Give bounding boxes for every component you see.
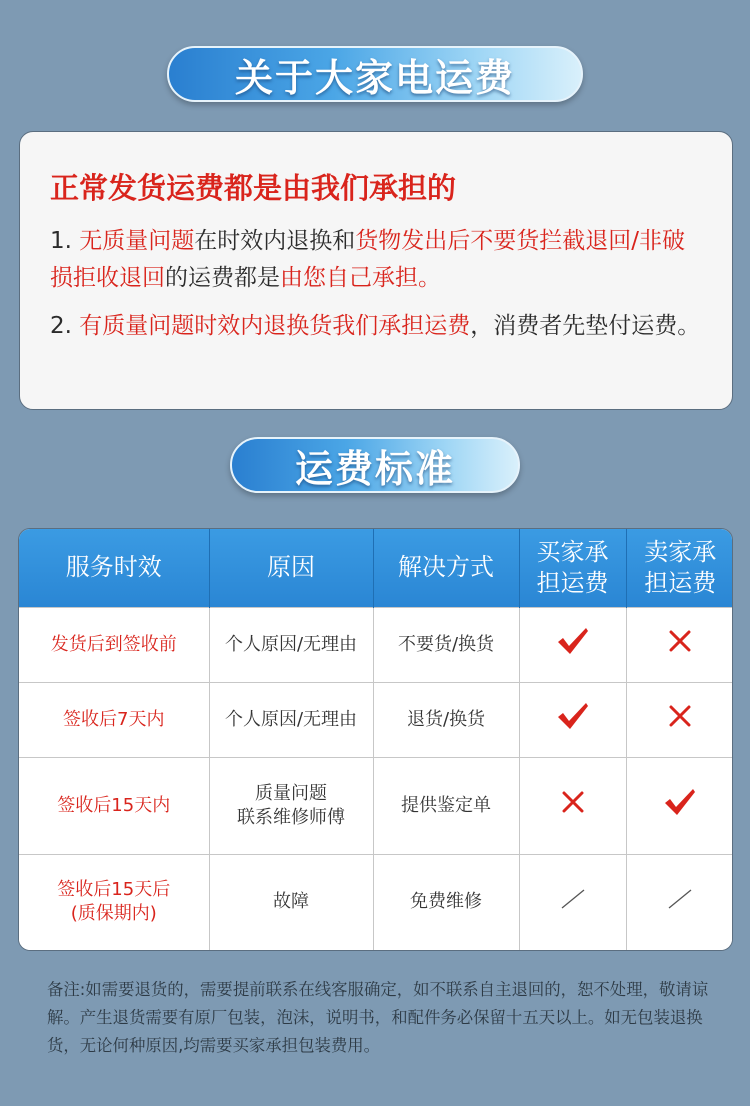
section-title-fee-standard: 运费标准	[230, 437, 520, 493]
table-row	[19, 607, 733, 682]
policy-text: 货物发出后不要货拦截退回/非破损拒收退回	[50, 228, 686, 291]
when-cell: 签收后15天内	[19, 757, 209, 854]
buyer-pays-cell	[519, 607, 626, 682]
reason-cell: 质量问题 联系维修师傅	[209, 757, 373, 854]
policy-text: 由您自己承担。	[280, 265, 441, 291]
fee-standard-table	[18, 528, 733, 951]
check-icon	[556, 626, 590, 663]
seller-pays-cell	[626, 607, 733, 682]
reason-cell: 故障	[209, 854, 373, 950]
solution-cell: 不要货/换货	[373, 607, 519, 682]
policy-headline: 正常发货运费都是由我们承担的	[50, 171, 457, 205]
column-header: 买家承 担运费	[519, 529, 626, 607]
table-row	[19, 757, 733, 854]
solution-cell: 退货/换货	[373, 682, 519, 757]
check-icon	[556, 701, 590, 738]
when-cell: 发货后到签收前	[19, 607, 209, 682]
policy-item-2	[50, 308, 702, 345]
column-header: 服务时效	[19, 529, 209, 607]
seller-pays-cell	[626, 682, 733, 757]
slash-icon	[666, 887, 694, 918]
policy-item-1	[50, 223, 702, 297]
column-header: 卖家承 担运费	[626, 529, 733, 607]
when-cell: 签收后15天后 (质保期内)	[19, 854, 209, 950]
cross-icon	[669, 705, 691, 734]
section-title-shipping-fees: 关于大家电运费	[167, 46, 583, 102]
check-icon	[663, 787, 697, 824]
cross-icon	[562, 791, 584, 820]
table-header-row	[19, 529, 733, 607]
item-number: 1.	[50, 228, 80, 254]
buyer-pays-cell	[519, 682, 626, 757]
policy-text: 有质量问题时效内退换货我们承担运费	[79, 313, 471, 339]
policy-text: 无质量问题	[79, 228, 195, 254]
column-header: 解决方式	[373, 529, 519, 607]
item-number: 2.	[50, 313, 80, 339]
solution-cell: 提供鉴定单	[373, 757, 519, 854]
slash-icon	[559, 887, 587, 918]
seller-pays-cell	[626, 854, 733, 950]
policy-text: 的运费都是	[165, 265, 280, 291]
reason-cell: 个人原因/无理由	[209, 607, 373, 682]
table-row	[19, 854, 733, 950]
solution-cell: 免费维修	[373, 854, 519, 950]
column-header: 原因	[209, 529, 373, 607]
reason-cell: 个人原因/无理由	[209, 682, 373, 757]
buyer-pays-cell	[519, 854, 626, 950]
policy-text: 在时效内退换和	[194, 228, 356, 254]
cross-icon	[669, 630, 691, 659]
footnote: 备注:如需要退货的，需要提前联系在线客服确定，如不联系自主退回的，恕不处理，敬请谅解。产生退货需要有原厂包装，泡沫，说明书，和配件务必保留十五天以上。如无包装退换货，无论何种原因,均需要买家承担包装费用。	[47, 980, 709, 1055]
policy-text: ，消费者先垫付运费。	[470, 313, 701, 339]
table-row	[19, 682, 733, 757]
seller-pays-cell	[626, 757, 733, 854]
when-cell: 签收后7天内	[19, 682, 209, 757]
buyer-pays-cell	[519, 757, 626, 854]
shipping-policy-card	[19, 131, 733, 410]
